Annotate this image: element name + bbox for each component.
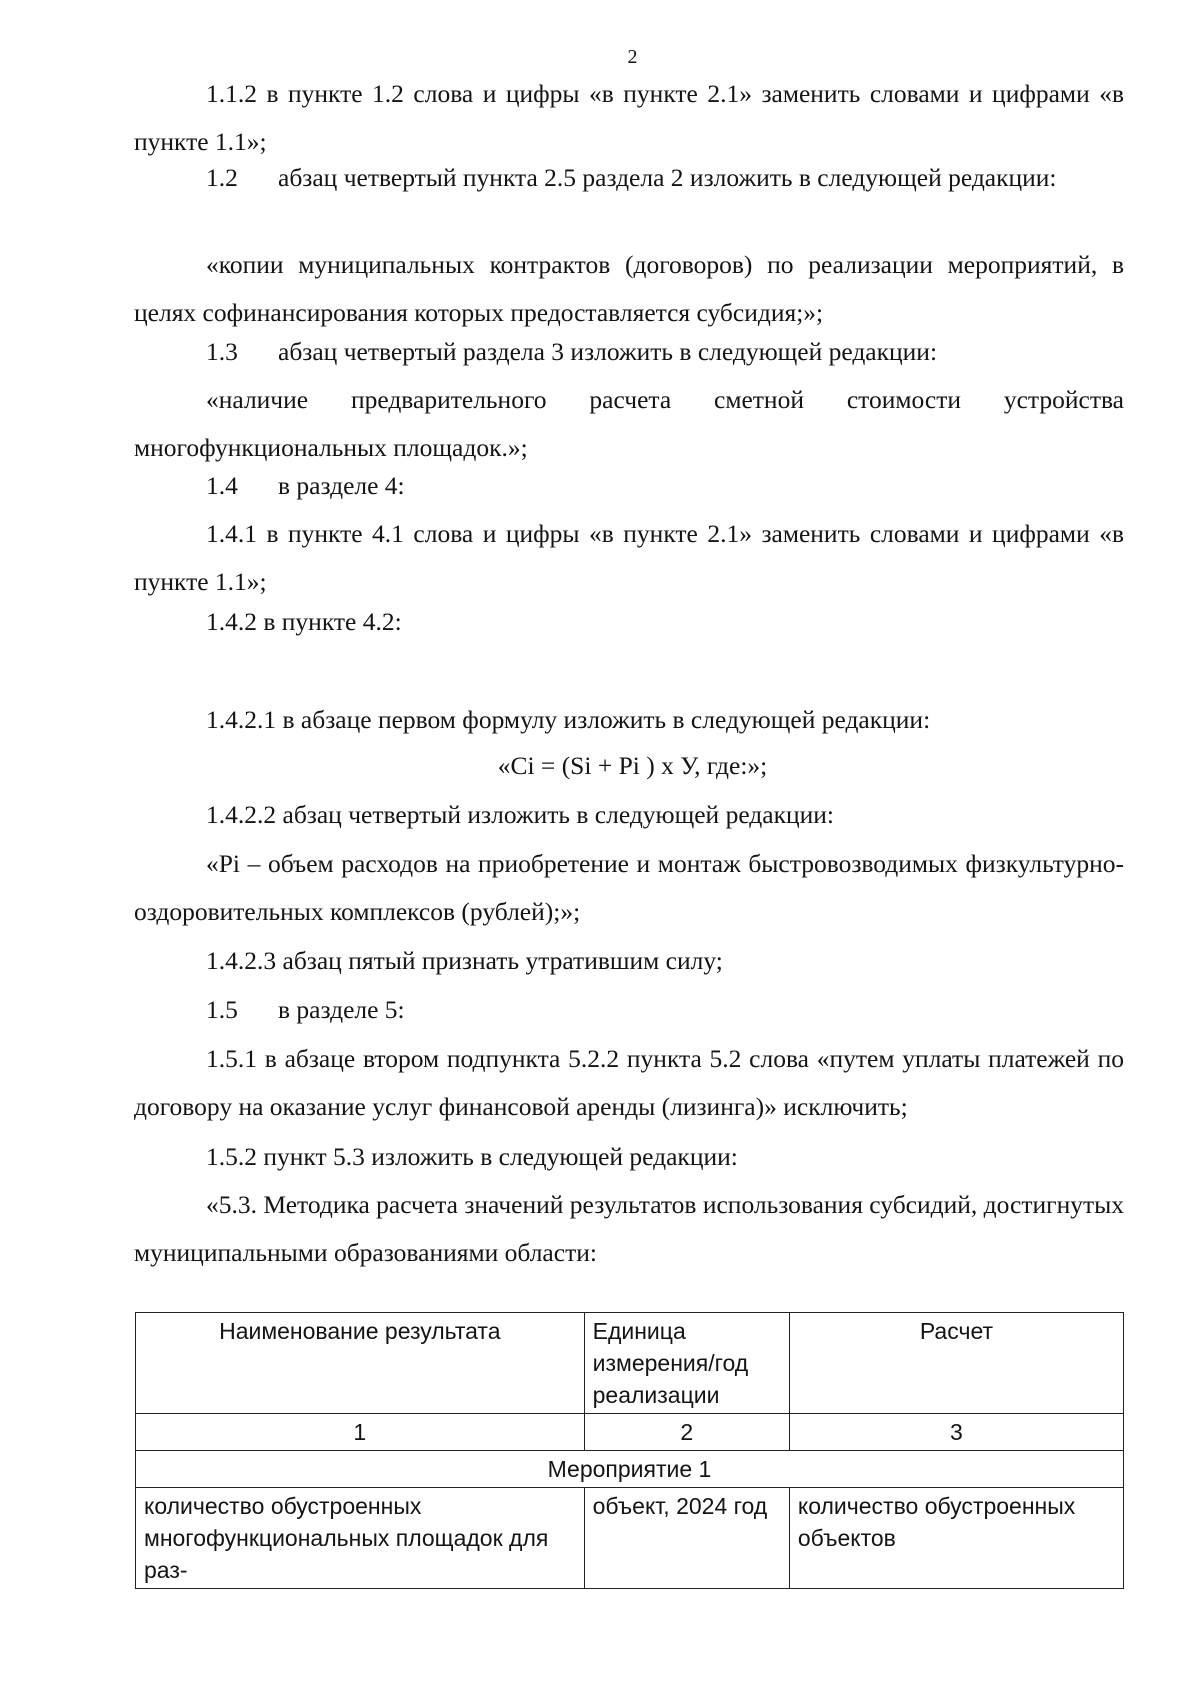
paragraph-number: 1.2	[206, 163, 238, 192]
paragraph-text: в разделе 4:	[278, 471, 405, 500]
paragraph-1-4-1: 1.4.1 в пункте 4.1 слова и цифры «в пункте 2.1» заменить словами и цифрами «в пункте 1.1»;	[134, 519, 1124, 596]
table-header-cell: Единица измерения/год реализации	[584, 1313, 789, 1414]
table-cell: объект, 2024 год	[584, 1488, 789, 1589]
table-header-row	[136, 1313, 1124, 1414]
table-row	[136, 1488, 1124, 1589]
table-header-cell: Расчет	[789, 1313, 1123, 1414]
paragraph-1-4-2-2: 1.4.2.2 абзац четвертый изложить в следующей редакции:	[206, 800, 835, 829]
table-section-row	[136, 1451, 1124, 1488]
paragraph-text: абзац четвертый раздела 3 изложить в следующей редакции:	[278, 337, 938, 366]
paragraph-1-4-2: 1.4.2 в пункте 4.2:	[206, 607, 402, 636]
column-number-cell: 3	[789, 1414, 1123, 1451]
formula: «Ci = (Si + Pi ) x У, где:»;	[497, 751, 768, 780]
paragraph-number: 1.5	[206, 995, 238, 1024]
table-header-cell: Наименование результата	[136, 1313, 585, 1414]
paragraph-text: в разделе 5:	[278, 995, 405, 1024]
section-title-cell: Мероприятие 1	[136, 1451, 1124, 1488]
page-number: 2	[627, 46, 638, 68]
paragraph-1-4-2-1: 1.4.2.1 в абзаце первом формулу изложить в следующей редакции:	[206, 705, 931, 734]
paragraph-1-5-1: 1.5.1 в абзаце втором подпункта 5.2.2 пункта 5.2 слова «путем уплаты платежей по договору на оказание услуг финансовой аренды (лизинга)» исключить;	[134, 1044, 1124, 1121]
paragraph-quote-pi: «Pi – объем расходов на приобретение и монтаж быстровозводимых физкультурно-оздоровительных комплексов (рублей);»;	[134, 849, 1124, 926]
table-cell: количество обустроенных многофункциональных площадок для раз-	[136, 1488, 585, 1589]
paragraph-number: 1.3	[206, 337, 238, 366]
paragraph-1-5-2: 1.5.2 пункт 5.3 изложить в следующей редакции:	[206, 1142, 738, 1171]
paragraph-quote-estimate: «наличие предварительного расчета сметной стоимости устройства многофункциональных площадок.»;	[134, 385, 1124, 462]
paragraph-text: абзац четвертый пункта 2.5 раздела 2 изложить в следующей редакции:	[278, 163, 1057, 192]
table-cell: количество обустроенных объектов	[789, 1488, 1123, 1589]
paragraph-quote-5-3: «5.3. Методика расчета значений результатов использования субсидий, достигнутых муниципальными образованиями области:	[134, 1190, 1124, 1267]
column-number-cell: 1	[136, 1414, 585, 1451]
paragraph-number: 1.4	[206, 471, 238, 500]
paragraph-1-4-2-3: 1.4.2.3 абзац пятый признать утратившим силу;	[206, 946, 723, 975]
results-table	[135, 1312, 1124, 1589]
paragraph-1-5	[134, 986, 1124, 1034]
paragraph-quote-contracts: «копии муниципальных контрактов (договоров) по реализации мероприятий, в целях софинансирования которых предоставляется субсидия;»;	[134, 250, 1124, 327]
column-number-cell: 2	[584, 1414, 789, 1451]
paragraph-1-3	[134, 328, 1124, 376]
paragraph-1-4	[134, 462, 1124, 510]
paragraph-1-1-2: 1.1.2 в пункте 1.2 слова и цифры «в пункте 2.1» заменить словами и цифрами «в пункте 1.1»;	[134, 79, 1124, 156]
table-column-number-row	[136, 1414, 1124, 1451]
paragraph-1-2	[134, 154, 1124, 202]
